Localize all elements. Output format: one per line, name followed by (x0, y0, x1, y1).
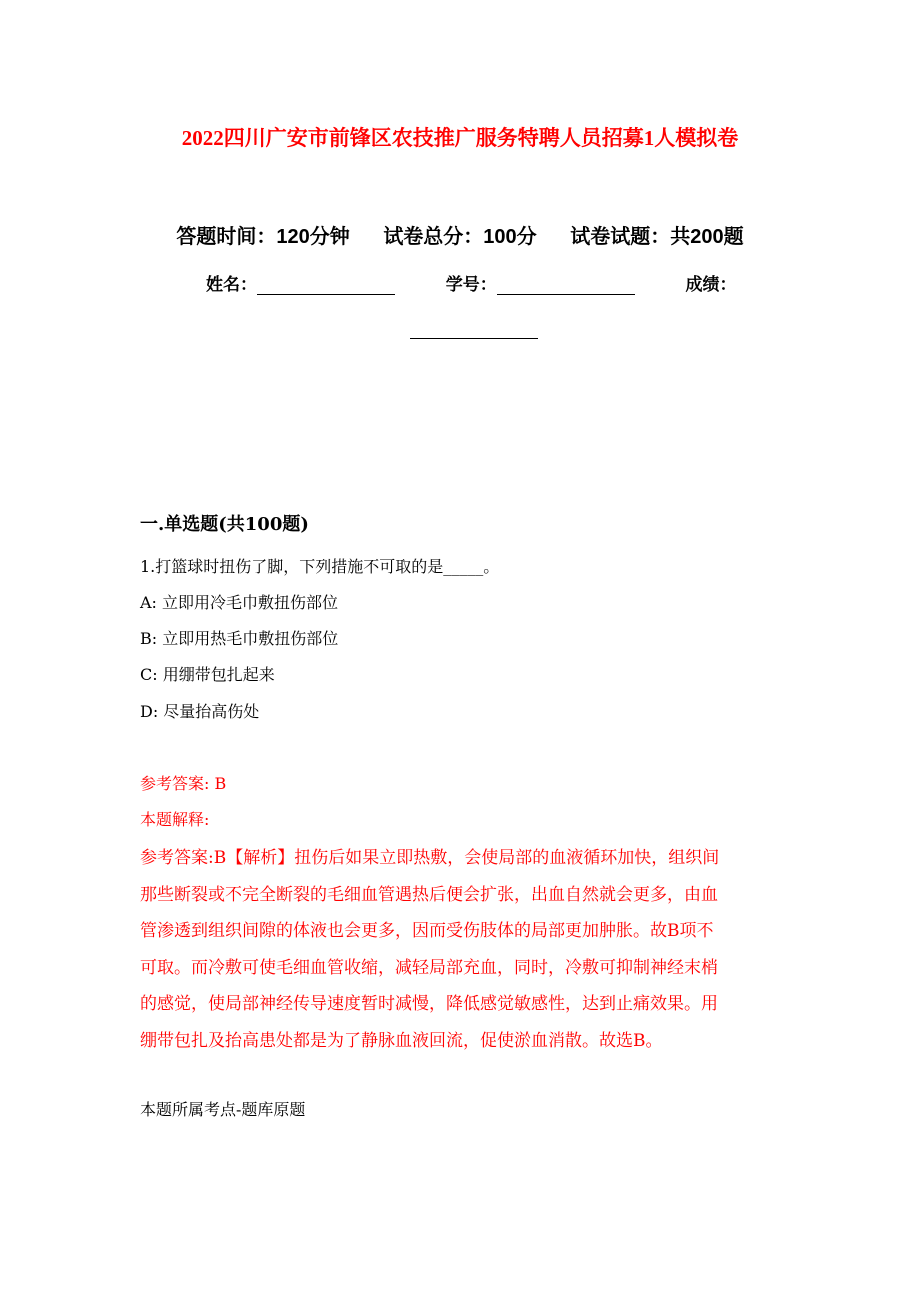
name-blank (257, 276, 395, 295)
name-label: 姓名： (206, 275, 257, 294)
explanation-label: 本题解释: (140, 810, 210, 829)
option-c: C: 用绷带包扎起来 (140, 665, 275, 684)
option-b: B: 立即用热毛巾敷扭伤部位 (140, 629, 339, 648)
explanation-line: 参考答案:B【解析】扭伤后如果立即热敷，会使局部的血液循环加快，组织间 (140, 848, 720, 868)
explanation-line: 的感觉，使局部神经传导速度暂时减慢，降低感觉敏感性，达到止痛效果。用 (140, 994, 718, 1014)
answer: 参考答案: B (140, 774, 227, 793)
student-fields (206, 270, 736, 295)
exam-meta (0, 220, 920, 249)
explanation-line: 可取。而冷敷可使毛细血管收缩，减轻局部充血，同时，冷敷可抑制神经末梢 (140, 957, 718, 978)
explanation-line: 管渗透到组织间隙的体液也会更多，因而受伤肢体的局部更加肿胀。故B项不 (140, 921, 714, 941)
section-heading: 一.单选题(共100题) (140, 514, 309, 535)
grade-label: 成绩： (685, 275, 737, 294)
option-a: A: 立即用冷毛巾敷扭伤部位 (140, 593, 339, 612)
exam-question-count: 试卷试题：共200题 (570, 226, 744, 248)
document-title: 2022四川广安市前锋区农技推广服务特聘人员招募1人模拟卷 (181, 126, 739, 150)
topic: 本题所属考点-题库原题 (140, 1100, 306, 1119)
id-blank (497, 276, 635, 295)
explanation-text (140, 840, 719, 1059)
exam-time: 答题时间：120分钟 (176, 226, 350, 248)
grade-blank (410, 322, 538, 339)
exam-total-score: 试卷总分：100分 (383, 226, 537, 248)
id-label: 学号： (445, 275, 497, 294)
option-d: D: 尽量抬高伤处 (140, 702, 260, 721)
explanation-line: 绷带包扎及抬高患处都是为了静脉血液回流，促使淤血消散。故选B。 (140, 1030, 663, 1051)
question-stem: 1.打篮球时扭伤了脚，下列措施不可取的是_____。 (140, 557, 500, 576)
explanation-line: 那些断裂或不完全断裂的毛细血管遇热后便会扩张，出血自然就会更多，由血 (140, 884, 718, 905)
